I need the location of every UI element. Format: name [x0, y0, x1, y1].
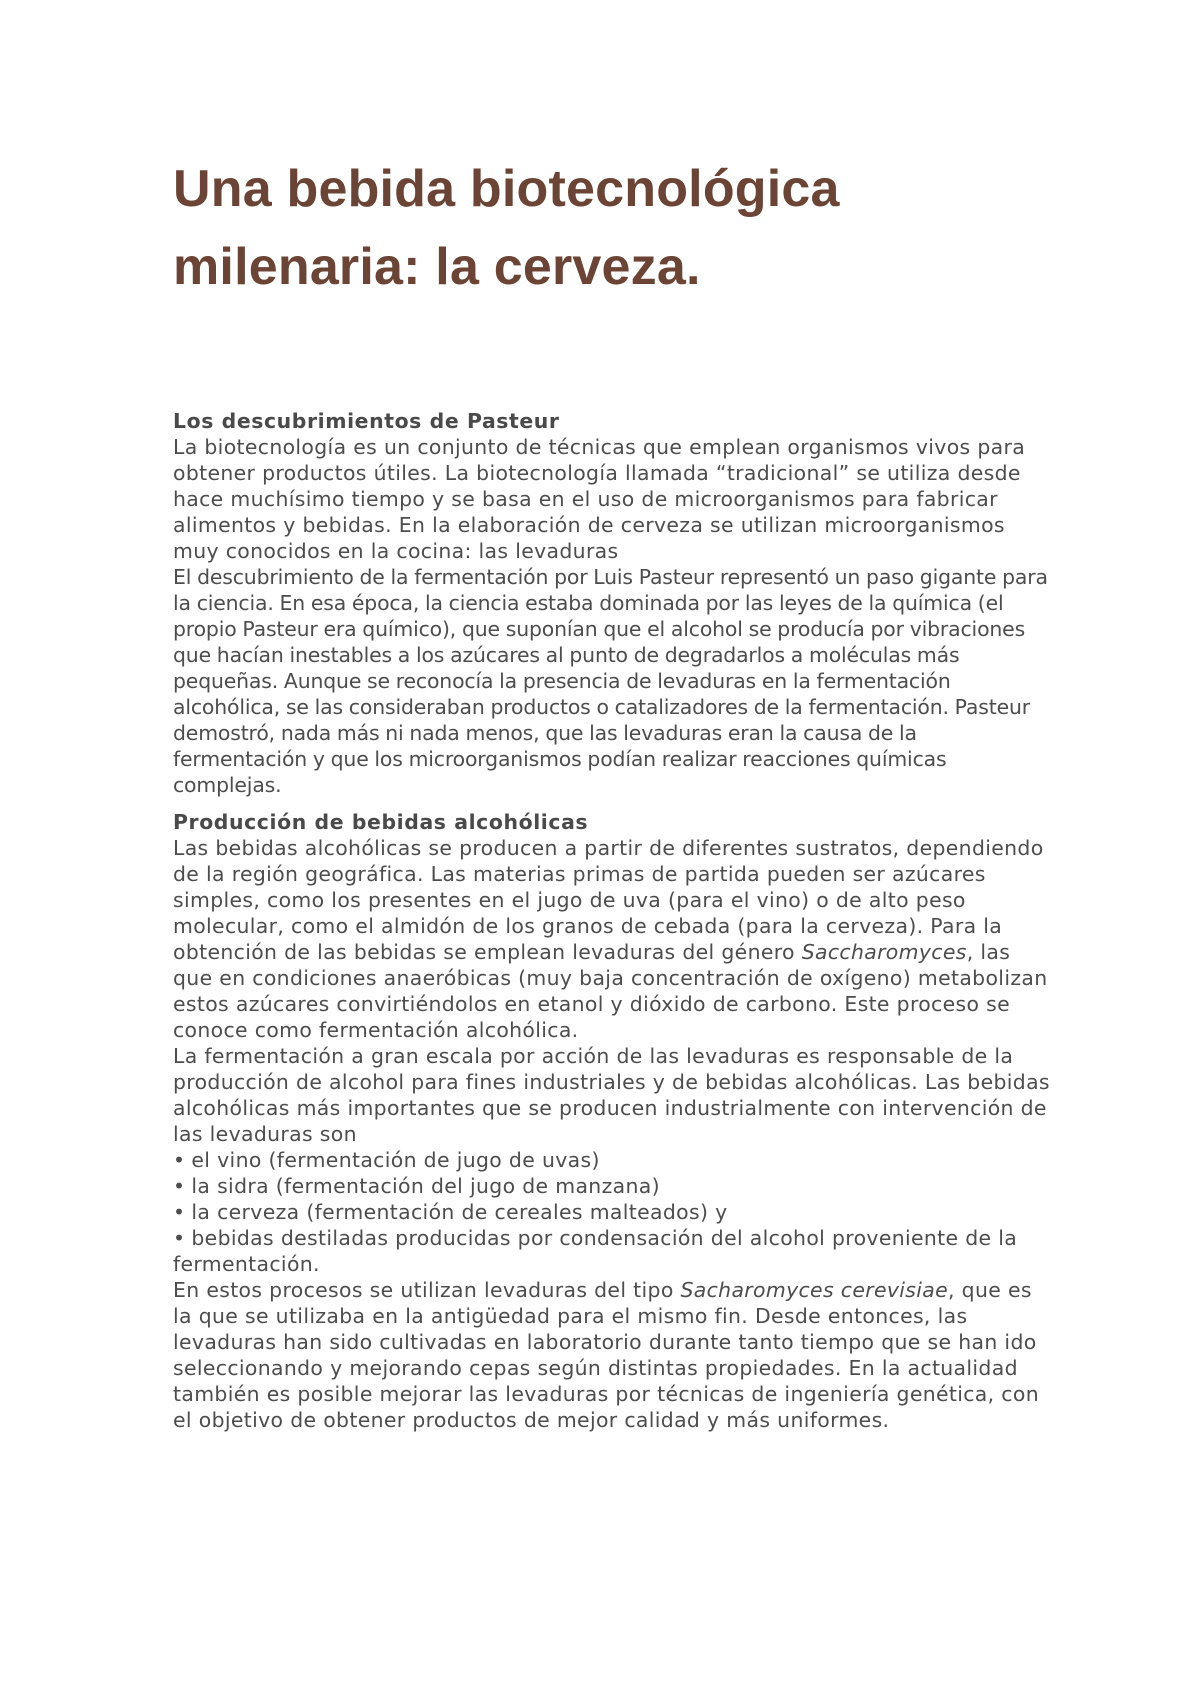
species-name: Sacharomyces cerevisiae — [680, 1278, 948, 1302]
list-item: • la sidra (fermentación del jugo de manzana) — [173, 1173, 1053, 1199]
list-item: • el vino (fermentación de jugo de uvas) — [173, 1147, 1053, 1173]
paragraph: La biotecnología es un conjunto de técnicas que emplean organismos vivos para obtener productos útiles. La biotecnología llamada “tradicional” se utiliza desde hace muchísimo tiempo y se basa en el uso de microorganismos para fabricar alimentos y bebidas. En la elaboración de cerveza se utilizan microorganismos muy conocidos en la cocina: las levaduras — [173, 435, 1026, 563]
text-run: , que es la que se utilizaba en la antigüedad para el mismo fin. Desde entonces, las levaduras han sido cultivadas en laboratorio durante tanto tiempo que se han ido seleccionando y mejorando cepas según distintas propiedades. En la actualidad también es posible mejorar las levaduras por técnicas de ingeniería genética, con el objetivo de obtener productos de mejor calidad y más uniformes. — [173, 1278, 1039, 1432]
document-title — [173, 150, 1053, 306]
paragraph — [173, 835, 1053, 1043]
title-line-1: Una bebida biotecnológica — [173, 160, 840, 218]
text-run: En estos procesos se utilizan levaduras del tipo — [173, 1278, 681, 1302]
section-heading: Producción de bebidas alcohólicas — [173, 810, 589, 834]
section-pasteur — [173, 408, 1053, 798]
list-item: • bebidas destiladas producidas por condensación del alcohol proveniente de la fermentación. — [173, 1225, 1053, 1277]
list-item: • la cerveza (fermentación de cereales malteados) y — [173, 1199, 1053, 1225]
section-heading: Los descubrimientos de Pasteur — [173, 409, 560, 433]
bullet-list — [173, 1147, 1053, 1277]
document-page — [173, 150, 1053, 1433]
text-run: , las que en condiciones anaeróbicas (muy baja concentración de oxígeno) metabolizan estos azúcares convirtiéndolos en etanol y dióxido de carbono. Este proceso se conoce como fermentación alcohólica. — [173, 940, 1048, 1042]
text-run: Las bebidas alcohólicas se producen a partir de diferentes sustratos, dependiendo de la región geográfica. Las materias primas de partida pueden ser azúcares simples, como los presentes en el jugo de uva (para el vino) o de alto peso molecular, como el almidón de los granos de cebada (para la cerveza). Para la obtención de las bebidas se emplean levaduras del género — [173, 836, 1044, 964]
paragraph — [173, 1277, 1053, 1433]
title-line-2: milenaria: la cerveza. — [173, 238, 701, 296]
species-name: Saccharomyces — [801, 940, 967, 964]
paragraph: La fermentación a gran escala por acción de las levaduras es responsable de la producción de alcohol para fines industriales y de bebidas alcohólicas. Las bebidas alcohólicas más importantes que se producen industrialmente con intervención de las levaduras son — [173, 1044, 1050, 1146]
section-produccion — [173, 809, 1053, 1433]
paragraph: El descubrimiento de la fermentación por Luis Pasteur representó un paso gigante para la ciencia. En esa época, la ciencia estaba dominada por las leyes de la química (el propio Pasteur era químico), que suponían que el alcohol se producía por vibraciones que hacían inestables a los azúcares al punto de degradarlos a moléculas más pequeñas. Aunque se reconocía la presencia de levaduras en la fermentación alcohólica, se las consideraban productos o catalizadores de la fermentación. Pasteur demostró, nada más ni nada menos, que las levaduras eran la causa de la fermentación y que los microorganismos podían realizar reacciones químicas complejas. — [173, 565, 1048, 797]
